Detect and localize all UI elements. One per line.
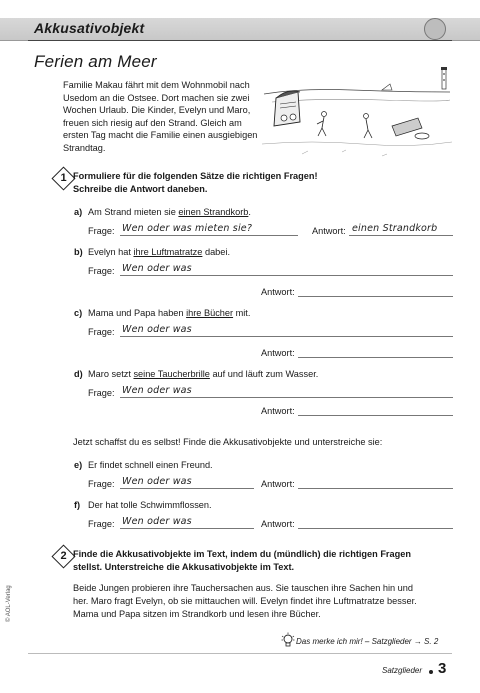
frage-label: Frage: xyxy=(88,327,115,337)
akkusativ-object: ihre Bücher xyxy=(186,308,234,318)
antwort-line[interactable] xyxy=(298,488,453,489)
sentence-text: Mama und Papa haben xyxy=(88,308,187,318)
frage-answer: Wen oder was xyxy=(122,385,192,396)
merke-hint: Das merke ich mir! – Satzglieder → S. 2 xyxy=(296,637,439,646)
instruction-text: Jetzt schaffst du es selbst! Finde die Akkusativobjekte und unterstreiche sie: xyxy=(73,437,383,447)
publisher-note: © AOL-Verlag xyxy=(6,585,12,622)
sentence-text: Am Strand mieten sie xyxy=(88,207,179,217)
antwort-answer: einen Strandkorb xyxy=(352,223,438,234)
item-label: b) xyxy=(74,247,83,257)
section-title: Ferien am Meer xyxy=(34,52,157,71)
footer-label: Satzglieder xyxy=(382,666,423,675)
antwort-label: Antwort: xyxy=(312,226,346,236)
frage-answer: Wen oder was xyxy=(122,476,192,487)
beach-illustration xyxy=(262,64,452,164)
item-label: e) xyxy=(74,460,83,470)
footer-bullet-icon xyxy=(429,670,433,674)
item-sentence xyxy=(88,207,251,217)
intro-line: Wochen Urlaub. Die Kinder, Evelyn und Maro, xyxy=(63,105,251,116)
frage-line[interactable] xyxy=(120,488,254,489)
task-instruction-line: stellst. Unterstreiche die Akkusativobjekte im Text. xyxy=(73,561,295,572)
header-divider xyxy=(28,40,452,41)
intro-line: ersten Tag macht die Familie einen ausgiebigen xyxy=(63,130,258,141)
sentence-text: Evelyn hat xyxy=(88,247,134,257)
paragraph-line: Beide Jungen probieren ihre Tauchersachen aus. Sie tauschen ihre Sachen hin und xyxy=(73,583,414,593)
frage-line[interactable] xyxy=(120,275,453,276)
antwort-label: Antwort: xyxy=(261,287,295,297)
task-number-badge xyxy=(51,544,75,568)
frage-label: Frage: xyxy=(88,226,115,236)
intro-line: freuen sich riesig auf den Strand. Gleich am xyxy=(63,117,242,128)
footer-divider xyxy=(28,653,452,654)
frage-answer: Wen oder was xyxy=(122,516,192,527)
task-number: 1 xyxy=(60,172,67,184)
task-number: 2 xyxy=(60,550,67,562)
sentence-text: dabei. xyxy=(202,247,230,257)
frage-line[interactable] xyxy=(120,336,453,337)
task-instruction-line: Finde die Akkusativobjekte im Text, indem du (mündlich) die richtigen Fragen xyxy=(73,549,411,559)
intro-line: Usedom an die Ostsee. Dort machen sie zwei xyxy=(63,92,250,103)
akkusativ-object: einen Strandkorb xyxy=(178,207,249,217)
frage-label: Frage: xyxy=(88,266,115,276)
header-circle-icon xyxy=(424,18,446,40)
exercise-paragraph xyxy=(73,582,453,620)
intro-text xyxy=(63,79,263,155)
frage-answer: Wen oder was xyxy=(122,263,192,274)
antwort-label: Antwort: xyxy=(261,348,295,358)
frage-answer: Wen oder was mieten sie? xyxy=(122,223,253,234)
antwort-line[interactable] xyxy=(298,528,453,529)
task-number-badge xyxy=(51,166,75,190)
antwort-line[interactable] xyxy=(349,235,453,236)
header-title: Akkusativobjekt xyxy=(34,20,145,36)
frage-line[interactable] xyxy=(120,235,298,236)
sentence-text: . xyxy=(248,207,251,217)
item-sentence: Er findet schnell einen Freund. xyxy=(88,460,213,470)
frage-label: Frage: xyxy=(88,519,115,529)
task-instruction-line: Formuliere für die folgenden Sätze die richtigen Fragen! xyxy=(73,171,318,181)
task-instruction xyxy=(73,170,433,195)
frage-label: Frage: xyxy=(88,479,115,489)
item-sentence xyxy=(88,369,318,379)
task-instruction-line: Schreibe die Antwort daneben. xyxy=(73,183,208,194)
paragraph-line: her. Maro fragt Evelyn, ob sie mittauchen will. Evelyn findet ihre Luftmatratze besser. xyxy=(73,595,417,606)
antwort-label: Antwort: xyxy=(261,406,295,416)
antwort-line[interactable] xyxy=(298,296,453,297)
antwort-line[interactable] xyxy=(298,357,453,358)
item-sentence: Der hat tolle Schwimmflossen. xyxy=(88,500,212,510)
item-label: d) xyxy=(74,369,83,379)
lightbulb-icon xyxy=(281,632,295,650)
frage-label: Frage: xyxy=(88,388,115,398)
sentence-text: auf und läuft zum Wasser. xyxy=(209,369,319,379)
task-instruction xyxy=(73,548,458,573)
paragraph-line: Mama und Papa sitzen im Strandkorb und lesen ihre Bücher. xyxy=(73,608,321,619)
intro-line: Familie Makau fährt mit dem Wohnmobil nach xyxy=(63,80,250,90)
item-label: f) xyxy=(74,500,81,510)
sentence-text: Maro setzt xyxy=(88,369,134,379)
frage-answer: Wen oder was xyxy=(122,324,192,335)
antwort-label: Antwort: xyxy=(261,479,295,489)
item-label: c) xyxy=(74,308,83,318)
page-number: 3 xyxy=(438,660,447,677)
item-sentence xyxy=(88,247,230,257)
frage-line[interactable] xyxy=(120,528,254,529)
sentence-text: mit. xyxy=(233,308,251,318)
frage-line[interactable] xyxy=(120,397,453,398)
antwort-line[interactable] xyxy=(298,415,453,416)
antwort-label: Antwort: xyxy=(261,519,295,529)
akkusativ-object: ihre Luftmatratze xyxy=(133,247,203,257)
item-sentence xyxy=(88,308,250,318)
intro-line: Strandtag. xyxy=(63,142,106,153)
akkusativ-object: seine Taucherbrille xyxy=(133,369,210,379)
item-label: a) xyxy=(74,207,83,217)
